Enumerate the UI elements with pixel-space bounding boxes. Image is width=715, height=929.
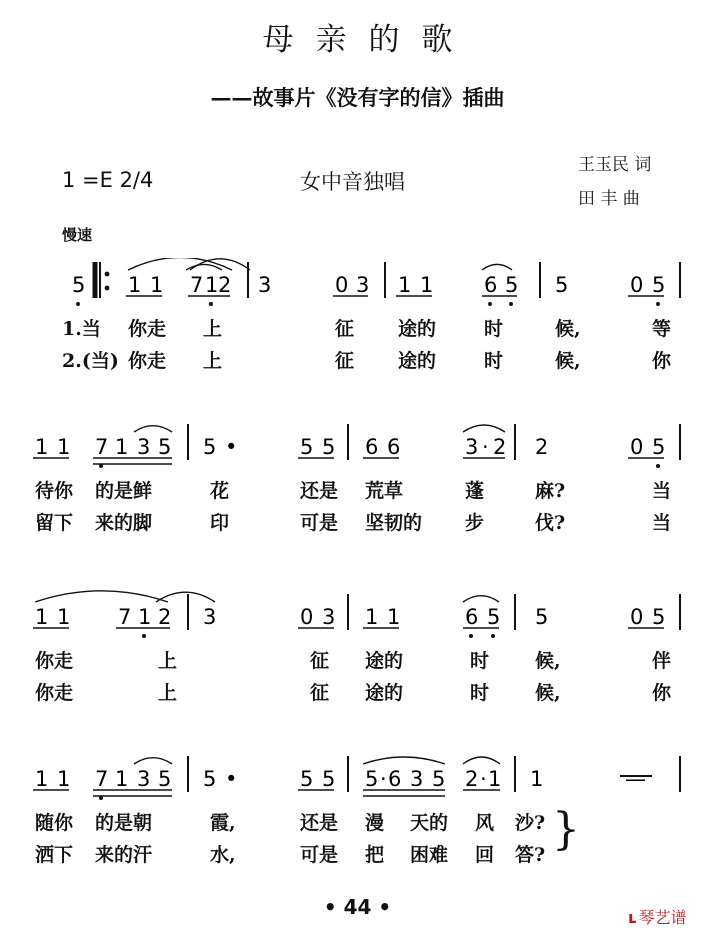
lyric-2: 困难 xyxy=(410,844,449,866)
staff-graphics xyxy=(0,590,715,670)
note-numeral: 1 xyxy=(57,767,71,791)
note-numeral: 5 xyxy=(300,435,314,459)
lyric-1: 花 xyxy=(210,480,230,502)
note-numeral: 2 xyxy=(465,767,479,791)
note-numeral: 1 xyxy=(398,273,412,297)
note-numeral: 5 xyxy=(555,273,569,297)
note-numeral: 3 xyxy=(258,273,272,297)
note-numeral: 6 xyxy=(388,767,402,791)
lyric-1: 漫 xyxy=(365,812,385,834)
lyric-2: 坚韧的 xyxy=(365,512,423,534)
lyric-2: 把 xyxy=(365,844,385,866)
note-numeral: 6 xyxy=(387,435,401,459)
note-numeral: 1 xyxy=(35,605,49,629)
note-numeral: 5 xyxy=(322,767,336,791)
lyric-2: 时 xyxy=(470,682,490,704)
note-numeral: 2 xyxy=(158,605,172,629)
staff-graphics xyxy=(0,258,715,338)
lyric-2: 征 xyxy=(310,682,330,704)
note-numeral: 1 xyxy=(57,435,71,459)
note-numeral: 3 xyxy=(322,605,336,629)
page-number: • 44 • xyxy=(323,895,392,919)
music-system-1 xyxy=(0,258,715,338)
note-numeral: 5 xyxy=(203,767,217,791)
slur-arc xyxy=(35,591,168,602)
lyric-1: 待你 xyxy=(35,480,74,502)
lyric-1: 1.当 xyxy=(62,318,101,340)
note-numeral: 1 xyxy=(35,435,49,459)
note-numeral: 3 xyxy=(410,767,424,791)
lyric-1: 你走 xyxy=(35,650,74,672)
song-subtitle: ——故事片《没有字的信》插曲 xyxy=(210,85,505,110)
note-numeral: 1 xyxy=(205,273,219,297)
note-numeral: — xyxy=(625,767,646,791)
note-numeral: · xyxy=(480,767,487,791)
note-numeral: 0 xyxy=(630,273,644,297)
lyric-1: 候, xyxy=(555,318,581,340)
repeat-dot xyxy=(105,272,110,277)
lyric-2: 来的脚 xyxy=(95,512,153,534)
note-numeral: 1 xyxy=(530,767,544,791)
lyric-1: 等 xyxy=(652,318,672,340)
lyric-2: 洒下 xyxy=(35,844,74,866)
lyric-2: 时 xyxy=(484,350,504,372)
lyric-2: 2.(当) xyxy=(62,350,119,372)
note-numeral: 5 xyxy=(322,435,336,459)
lyric-1: 时 xyxy=(484,318,504,340)
lyric-2: 征 xyxy=(335,350,355,372)
performance-type: 女中音独唱 xyxy=(300,170,405,194)
lyric-1: 的是鲜 xyxy=(95,480,153,502)
lyricist-credit: 王玉民 词 xyxy=(578,155,652,175)
note-numeral: 5 xyxy=(505,273,519,297)
lyric-2: 你走 xyxy=(35,682,74,704)
lyric-2: 当 xyxy=(652,512,672,534)
lyric-1: 还是 xyxy=(300,812,339,834)
lyric-2: 你走 xyxy=(128,350,167,372)
note-numeral: 2 xyxy=(535,435,549,459)
lyric-1: 上 xyxy=(158,650,178,672)
slur-arc xyxy=(463,596,499,602)
lyric-1: 当 xyxy=(652,480,672,502)
composer-credit: 田 丰 曲 xyxy=(578,189,640,209)
note-numeral: • xyxy=(225,767,238,791)
lyric-2: 候, xyxy=(555,350,581,372)
note-numeral: 5 xyxy=(652,435,666,459)
note-numeral: 2 xyxy=(218,273,232,297)
lyric-2: 上 xyxy=(203,350,223,372)
lyric-2: 可是 xyxy=(300,844,339,866)
note-numeral: 1 xyxy=(387,605,401,629)
slur-arc xyxy=(463,425,505,432)
lyric-2: 你 xyxy=(652,350,672,372)
lyric-1: 征 xyxy=(335,318,355,340)
lyric-2: 水, xyxy=(210,844,236,866)
lyric-1: 途的 xyxy=(365,650,404,672)
note-numeral: 5 xyxy=(72,273,86,297)
note-numeral: 5 xyxy=(300,767,314,791)
note-numeral: 0 xyxy=(335,273,349,297)
slur-arc xyxy=(463,757,500,764)
lyric-2: 答? xyxy=(515,844,546,866)
note-numeral: 7 xyxy=(95,435,109,459)
note-numeral: 5 xyxy=(365,767,379,791)
note-numeral: 6 xyxy=(465,605,479,629)
lyric-1: 途的 xyxy=(398,318,437,340)
note-numeral: 1 xyxy=(138,605,152,629)
note-numeral: 3 xyxy=(203,605,217,629)
song-title: 母亲的歌 xyxy=(262,22,475,58)
note-numeral: 5 xyxy=(432,767,446,791)
low-octave-dot xyxy=(99,796,103,800)
low-octave-dot xyxy=(469,634,473,638)
note-numeral: 6 xyxy=(484,273,498,297)
note-numeral: 7 xyxy=(118,605,132,629)
lyric-2: 你 xyxy=(652,682,672,704)
lyric-1: 沙? xyxy=(515,812,546,834)
slur-arc xyxy=(128,258,232,270)
lyric-2: 回 xyxy=(475,844,495,866)
watermark-logo xyxy=(628,905,687,928)
verse-brace: } xyxy=(552,804,580,855)
note-numeral: • xyxy=(225,435,238,459)
lyric-1: 麻? xyxy=(535,480,566,502)
lyric-1: 你走 xyxy=(128,318,167,340)
note-numeral: 1 xyxy=(420,273,434,297)
note-numeral: · xyxy=(482,435,489,459)
lyric-1: 候, xyxy=(535,650,561,672)
lyric-2: 上 xyxy=(158,682,178,704)
lyric-2: 候, xyxy=(535,682,561,704)
note-numeral: 6 xyxy=(365,435,379,459)
lyric-2: 途的 xyxy=(365,682,404,704)
note-numeral: 1 xyxy=(57,605,71,629)
low-octave-dot xyxy=(488,302,492,306)
lyric-1: 的是朝 xyxy=(95,812,153,834)
lyric-1: 还是 xyxy=(300,480,339,502)
music-system-3 xyxy=(0,590,715,670)
lyric-1: 蓬 xyxy=(465,480,485,502)
lyric-1: 天的 xyxy=(410,812,449,834)
low-octave-dot xyxy=(76,302,80,306)
lyric-2: 留下 xyxy=(35,512,74,534)
lyric-2: 途的 xyxy=(398,350,437,372)
slur-arc xyxy=(134,758,172,764)
note-numeral: 5 xyxy=(203,435,217,459)
note-numeral: 3 xyxy=(465,435,479,459)
lyric-1: 伴 xyxy=(652,650,672,672)
note-numeral: 1 xyxy=(115,767,129,791)
note-numeral: 2 xyxy=(493,435,507,459)
key-signature: 1 =E 2/4 xyxy=(62,168,154,192)
lyric-1: 上 xyxy=(203,318,223,340)
lyric-2: 印 xyxy=(210,512,230,534)
note-numeral: 7 xyxy=(190,273,204,297)
low-octave-dot xyxy=(491,634,495,638)
note-numeral: · xyxy=(380,767,387,791)
note-numeral: 7 xyxy=(95,767,109,791)
note-numeral: 3 xyxy=(137,767,151,791)
note-numeral: 0 xyxy=(300,605,314,629)
watermark-text: 琴艺谱 xyxy=(638,908,687,927)
note-numeral: 3 xyxy=(137,435,151,459)
note-numeral: 0 xyxy=(630,435,644,459)
note-numeral: 5 xyxy=(158,767,172,791)
lyric-1: 征 xyxy=(310,650,330,672)
slur-arc xyxy=(482,264,512,270)
note-numeral: 5 xyxy=(535,605,549,629)
lyric-1: 风 xyxy=(475,812,495,834)
note-numeral: 1 xyxy=(150,273,164,297)
note-numeral: 1 xyxy=(365,605,379,629)
slur-arc xyxy=(134,426,172,432)
low-octave-dot xyxy=(509,302,513,306)
note-numeral: 3 xyxy=(356,273,370,297)
slur-arc xyxy=(363,757,445,764)
lyric-2: 伐? xyxy=(535,512,566,534)
low-octave-dot xyxy=(142,634,146,638)
low-octave-dot xyxy=(209,302,213,306)
note-numeral: 0 xyxy=(630,605,644,629)
repeat-dot xyxy=(105,286,110,291)
lyric-1: 随你 xyxy=(35,812,74,834)
tempo-marking: 慢速 xyxy=(62,226,93,244)
note-numeral: 5 xyxy=(487,605,501,629)
lyric-1: 时 xyxy=(470,650,490,672)
watermark-icon: ʟ xyxy=(628,908,637,927)
lyric-1: 霞, xyxy=(210,812,236,834)
note-numeral: 1 xyxy=(35,767,49,791)
low-octave-dot xyxy=(656,464,660,468)
note-numeral: 1 xyxy=(115,435,129,459)
low-octave-dot xyxy=(656,302,660,306)
note-numeral: 5 xyxy=(158,435,172,459)
lyric-2: 来的汗 xyxy=(95,844,153,866)
lyric-2: 步 xyxy=(465,512,485,534)
lyric-1: 荒草 xyxy=(365,480,404,502)
note-numeral: 1 xyxy=(488,767,502,791)
note-numeral: 5 xyxy=(652,605,666,629)
note-numeral: 5 xyxy=(652,273,666,297)
low-octave-dot xyxy=(99,464,103,468)
note-numeral: 1 xyxy=(128,273,142,297)
lyric-2: 可是 xyxy=(300,512,339,534)
